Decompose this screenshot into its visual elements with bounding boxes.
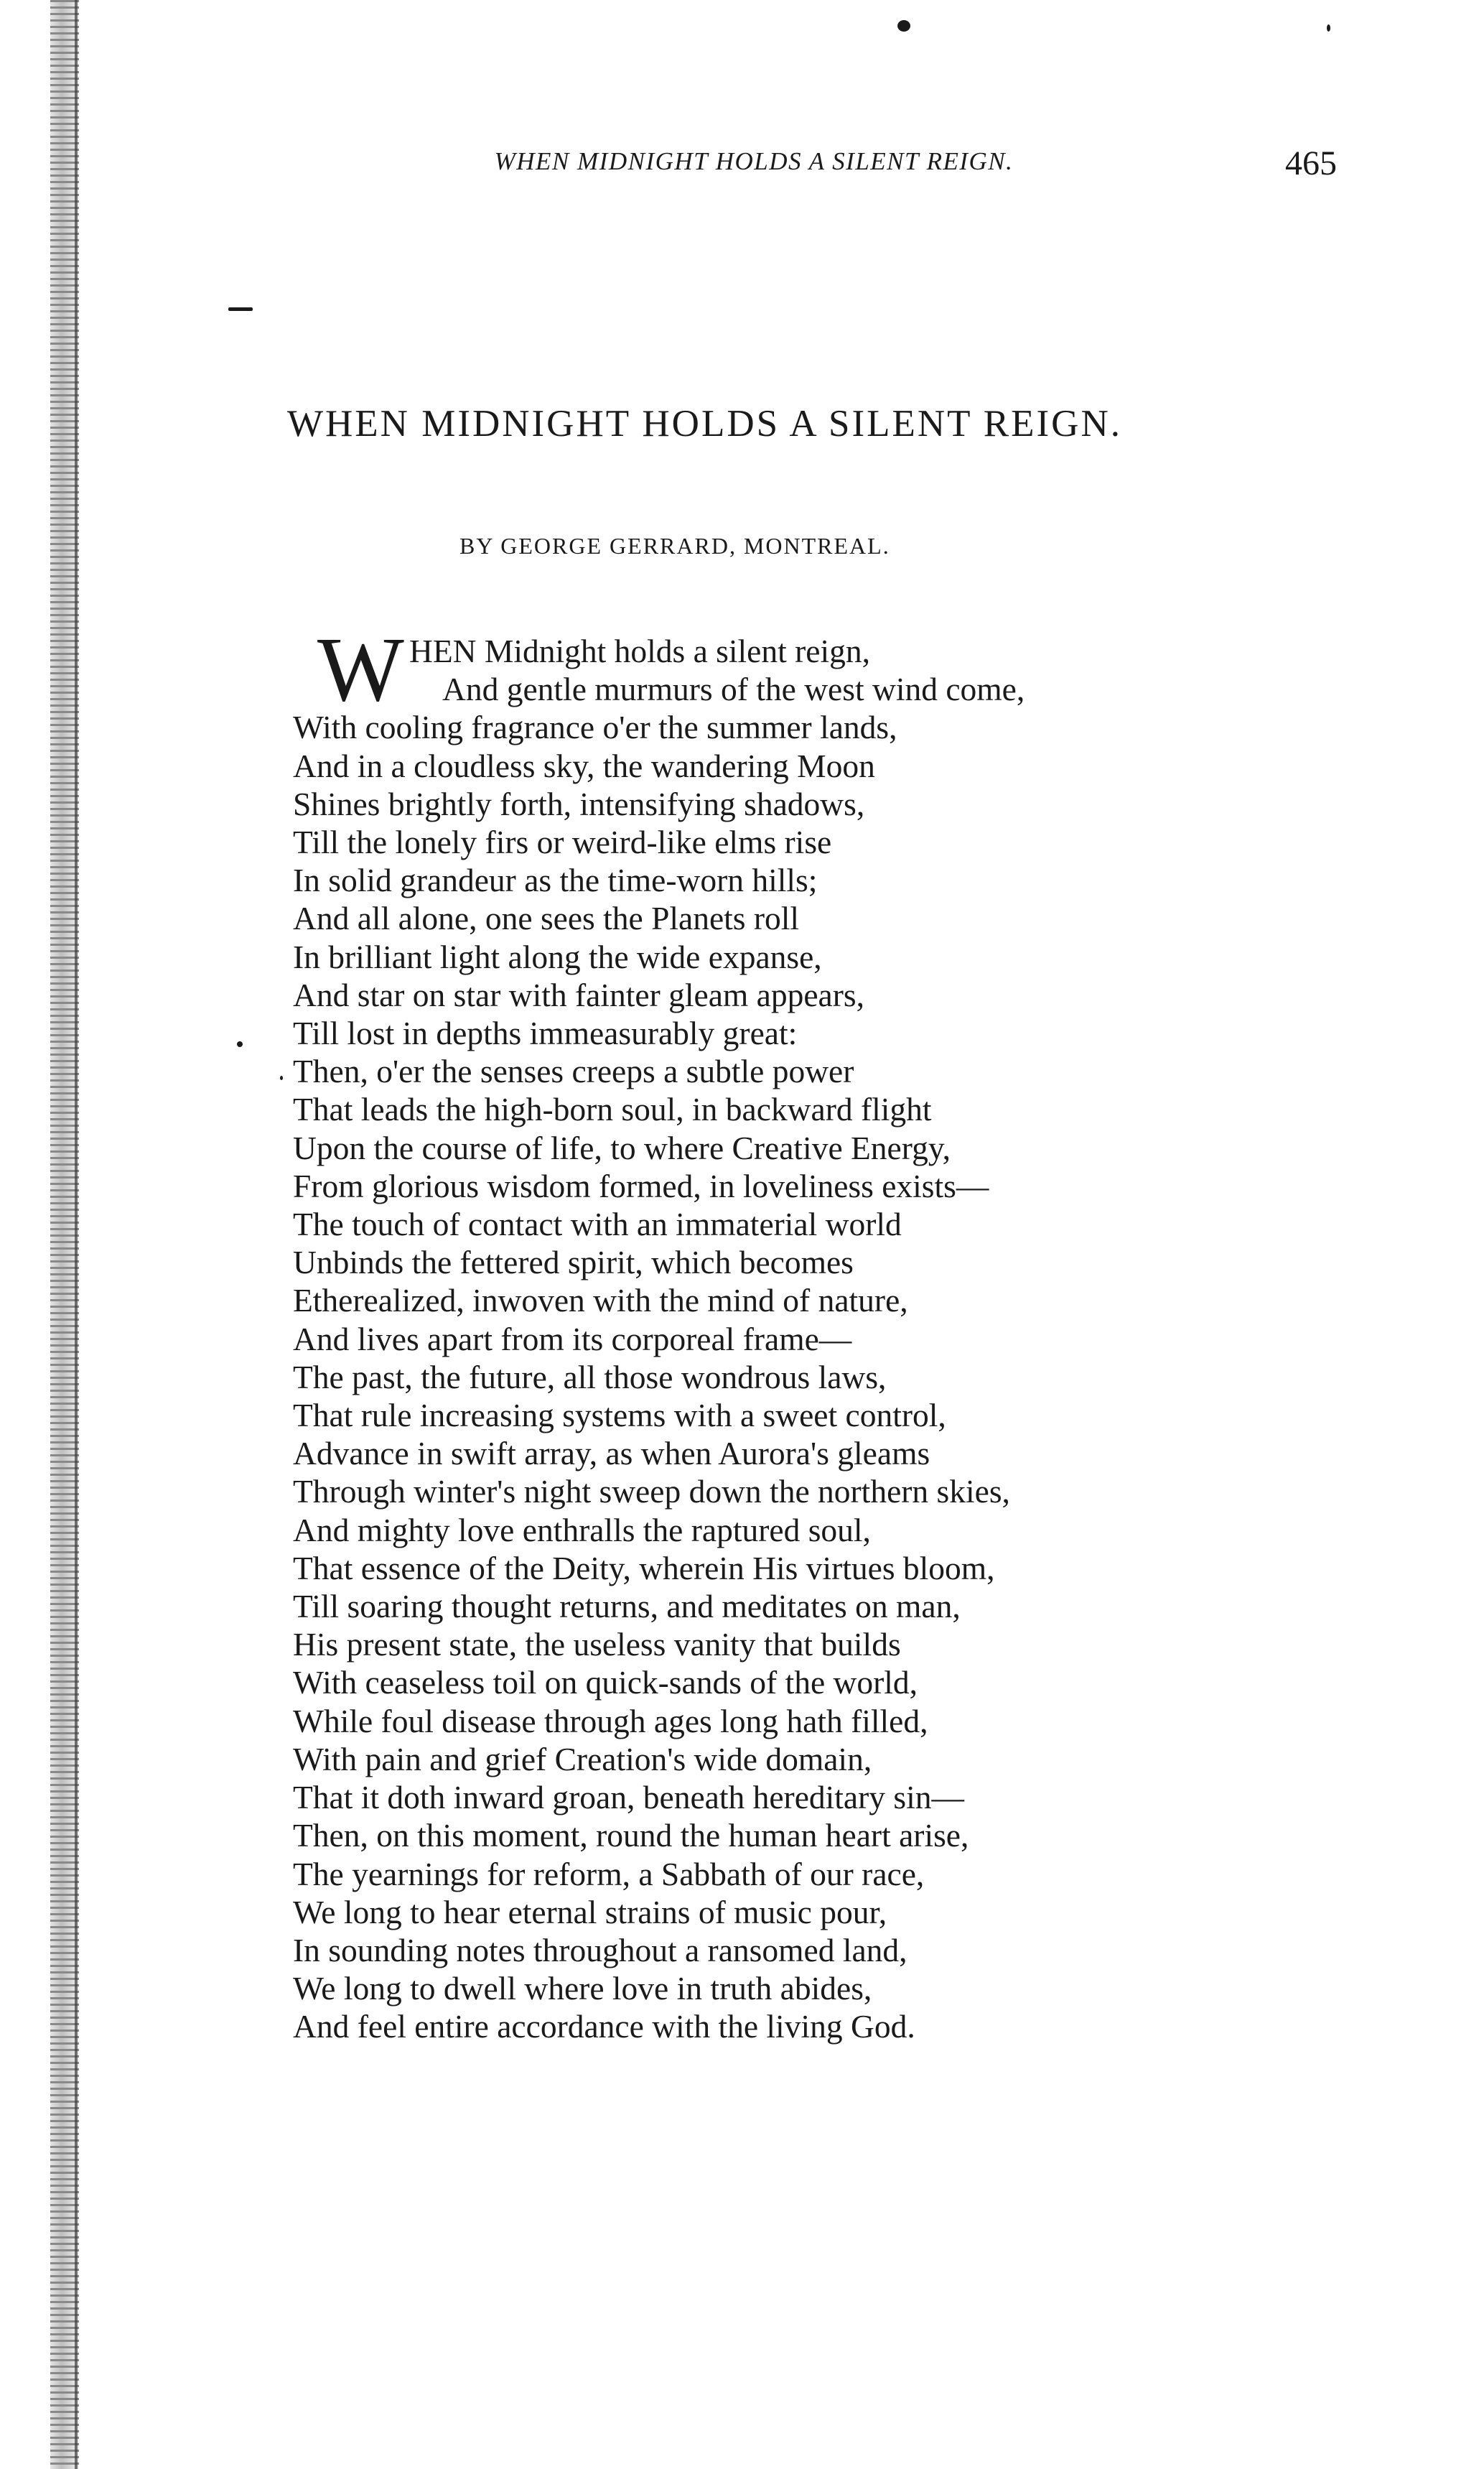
- poem-line: And star on star with fainter gleam appears,: [293, 976, 864, 1013]
- poem-line: And all alone, one sees the Planets roll: [293, 900, 800, 937]
- poem-line: In solid grandeur as the time-worn hills;: [293, 862, 818, 899]
- poem-body: [293, 632, 1226, 2046]
- scan-speck: [1327, 24, 1330, 32]
- drop-cap: W: [317, 618, 404, 720]
- running-head: WHEN MIDNIGHT HOLDS A SILENT REIGN.: [494, 147, 1014, 175]
- poem-line: Shines brightly forth, intensifying shadows,: [293, 785, 865, 822]
- poem-line: And feel entire accordance with the living God.: [293, 2008, 915, 2045]
- poem-line: The yearnings for reform, a Sabbath of our race,: [293, 1855, 925, 1892]
- poem-line: With cooling fragrance o'er the summer lands,: [293, 709, 897, 746]
- poem-line: That essence of the Deity, wherein His virtues bloom,: [293, 1549, 995, 1586]
- scan-speck: [228, 307, 253, 311]
- poem-line: With ceaseless toil on quick-sands of the world,: [293, 1664, 918, 1701]
- poem-line: Then, o'er the senses creeps a subtle power: [293, 1053, 854, 1090]
- poem-line: Advance in swift array, as when Aurora's gleams: [293, 1435, 930, 1472]
- poem-line: The touch of contact with an immaterial world: [293, 1206, 902, 1243]
- poem-title: WHEN MIDNIGHT HOLDS A SILENT REIGN.: [287, 403, 1122, 445]
- poem-line: His present state, the useless vanity that builds: [293, 1626, 901, 1663]
- poem-line: The past, the future, all those wondrous laws,: [293, 1358, 887, 1395]
- poem-line: Etherealized, inwoven with the mind of nature,: [293, 1282, 908, 1319]
- poem-line: We long to dwell where love in truth abides,: [293, 1970, 872, 2007]
- poem-line: We long to hear eternal strains of music pour,: [293, 1893, 887, 1930]
- poem-line: In brilliant light along the wide expanse,: [293, 938, 822, 975]
- poem-line: Through winter's night sweep down the northern skies,: [293, 1473, 1010, 1510]
- poem-line: That rule increasing systems with a sweet control,: [293, 1397, 946, 1434]
- scan-speck: [280, 1076, 283, 1080]
- poem-line: HEN Midnight holds a silent reign,: [409, 633, 870, 669]
- poem-line: Till the lonely firs or weird-like elms rise: [293, 824, 832, 861]
- poem-line: From glorious wisdom formed, in loveliness exists—: [293, 1167, 989, 1204]
- scan-speck: [897, 20, 910, 32]
- poem-line: Till soaring thought returns, and meditates on man,: [293, 1588, 961, 1625]
- poem-line: That leads the high-born soul, in backward flight: [293, 1091, 932, 1128]
- poem-line: And mighty love enthralls the raptured soul,: [293, 1511, 871, 1548]
- poem-line: Till lost in depths immeasurably great:: [293, 1015, 798, 1052]
- poem-line: In sounding notes throughout a ransomed land,: [293, 1931, 907, 1968]
- poem-line: Unbinds the fettered spirit, which becomes: [293, 1244, 854, 1281]
- poem-line: Upon the course of life, to where Creative Energy,: [293, 1129, 951, 1166]
- poem-line: With pain and grief Creation's wide domain,: [293, 1740, 872, 1777]
- poem-line: Then, on this moment, round the human heart arise,: [293, 1817, 969, 1854]
- poem-line: And lives apart from its corporeal frame—: [293, 1320, 852, 1357]
- binding-line: [75, 0, 78, 2469]
- poem-line: And gentle murmurs of the west wind come,: [442, 671, 1025, 708]
- scan-speck: [237, 1041, 243, 1047]
- poem-line: And in a cloudless sky, the wandering Moon: [293, 747, 875, 784]
- poem-line: While foul disease through ages long hath filled,: [293, 1702, 928, 1739]
- poem-line: That it doth inward groan, beneath hereditary sin—: [293, 1779, 964, 1816]
- page-number: 465: [1285, 144, 1337, 182]
- byline: BY GEORGE GERRARD, MONTREAL.: [459, 533, 890, 559]
